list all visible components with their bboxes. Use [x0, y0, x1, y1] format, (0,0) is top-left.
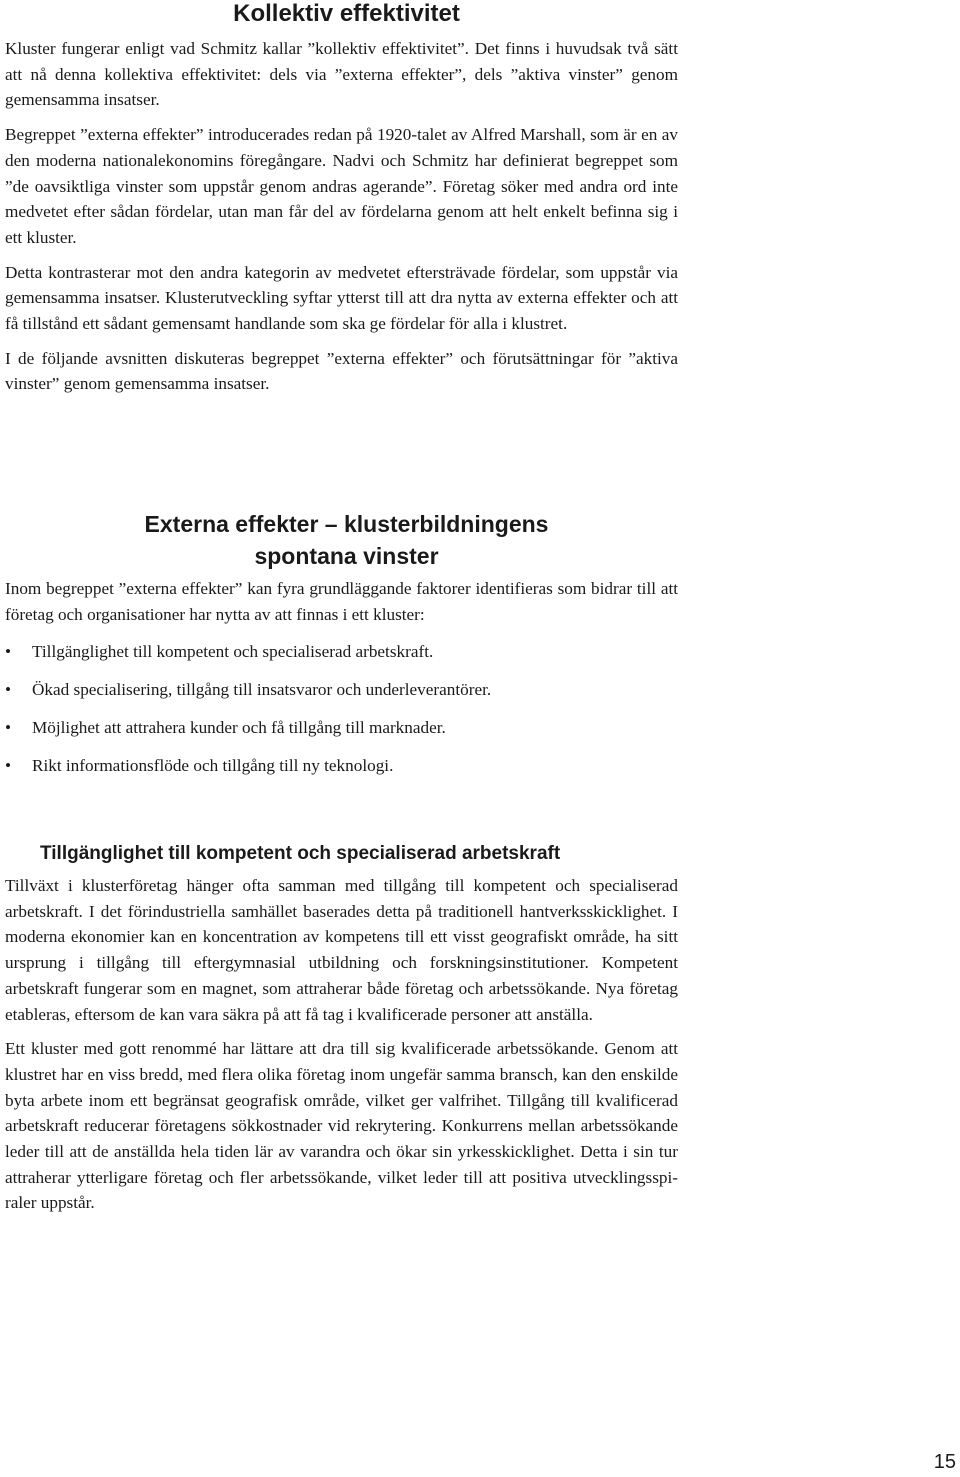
body-paragraph: Begreppet ”externa effekter” introducerades redan på 1920-talet av Alfred Marshall, som är en av den moderna nationalekonomins föregångare. Nadvi och Schmitz har definierat begreppet som ”de oavsiktliga vinster som uppstår genom andras agerande”. Företag söker med andra ord inte medvetet efter sådan fördelar, utan man får del av fördelarna genom att helt enkelt befinna sig i ett kluster. — [5, 125, 678, 247]
list-item-text: Möjlighet att attrahera kunder och få tillgång till marknader. — [32, 717, 446, 737]
body-paragraph: I de följande avsnitten diskuteras begreppet ”externa effekter” och förutsättningar för ”aktiva vinster” genom gemensamma insatser. — [5, 348, 678, 394]
section-heading-line-1: Externa effekter – klusterbildningens — [144, 511, 549, 537]
list-item — [5, 677, 678, 703]
body-paragraph: Detta kontrasterar mot den andra kategorin av medvetet eftersträvade fördelar, som uppstår via gemensamma insatser. Klusterutveckling syftar ytterst till att dra nytta av externa effekter och att få tillstånd ett sådant gemensamt handlande som ska ge fördelar för alla i klustret. — [5, 262, 678, 334]
list-item — [5, 753, 678, 779]
section-kollektiv-effektivitet — [5, 0, 678, 406]
page-number: 15 — [933, 1451, 956, 1473]
intro-paragraph: Inom begreppet ”externa effekter” kan fyra grundläggande faktorer identifieras som bidrar till att företag och organisationer har nytta av att finnas i ett kluster: — [5, 579, 678, 624]
section-heading: Kollektiv effektivitet — [233, 0, 460, 27]
section-externa-effekter — [5, 508, 678, 790]
factor-list — [5, 639, 678, 778]
bullet-icon: • — [5, 717, 12, 737]
bullet-icon: • — [5, 755, 12, 775]
list-item — [5, 639, 678, 665]
bullet-icon: • — [5, 680, 12, 700]
list-item-text: Tillgänglighet till kompetent och specialiserad arbetskraft. — [32, 642, 434, 662]
list-item — [5, 715, 678, 741]
list-item-text: Rikt informationsflöde och tillgång till ny teknologi. — [32, 755, 394, 775]
bullet-icon: • — [5, 642, 12, 662]
section-heading-line-2: spontana vinster — [254, 543, 439, 569]
list-item-text: Ökad specialisering, tillgång till insatsvaror och underleverantörer. — [32, 680, 492, 700]
section-heading — [5, 508, 678, 572]
body-paragraph: Kluster fungerar enligt vad Schmitz kallar ”kollektiv effektivitet”. Det finns i huvudsak två sätt att nå denna kollektiva effektivitet: dels via ”externa effekter”, dels ”aktiva vinster” genom gemensamma insatser. — [5, 39, 678, 110]
body-paragraph: Tillväxt i klusterföretag hänger ofta samman med tillgång till kompetent och specialiserad arbetskraft. I det förindustriella samhället baserades detta på traditionell hantverksskicklighet. I moderna ekonomier kan en koncentration av kompetens till ett visst geografiskt område, ha sitt ursprung i tillgång till eftergymnasial utbildning och forskningsinstitutioner. Kompetent arbetskraft fungerar som en magnet, som attraherar både företag och arbetssökande. Nya företag etableras, eftersom de kan vara säkra på att få tag i kvalificerade personer att anställa. — [5, 876, 678, 1024]
body-paragraph: Ett kluster med gott renommé har lättare att dra till sig kvalificerade arbetssökande. Genom att klustret har en viss bredd, med flera olika företag inom ungefär samma bransch, kan den enskilde byta arbete inom ett begränsat geografisk område, vilket ger valfrihet. Tillgång till kvalificerad arbetskraft reducerar företagens sökkostnader vid rekrytering. Konkurrens mellan arbetssökande leder till att de anställda hela tiden lär av varandra och ökar sin yrkesskicklighet. Detta i sin tur attraherar ytterligare företag och fler arbetssökande, vilket leder till att positiva utvecklingsspiraler uppstår. — [5, 1039, 678, 1213]
section-tillganglighet — [5, 842, 678, 1225]
subsection-heading: Tillgänglighet till kompetent och specialiserad arbetskraft — [40, 843, 561, 864]
